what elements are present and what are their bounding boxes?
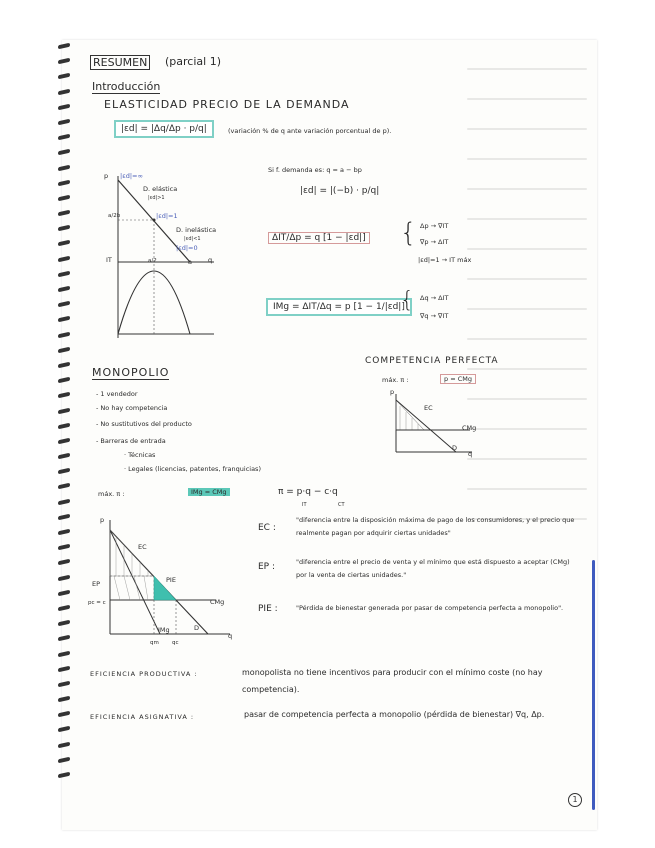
g2-pie: PIE: [166, 576, 176, 584]
ep-def-label: EP :: [258, 562, 276, 572]
brace-2: {: [400, 288, 414, 313]
g2-p-axis: p: [100, 516, 105, 524]
g1-elastic-sub: |εd|>1: [148, 195, 165, 201]
g2-q-axis: q: [228, 632, 233, 640]
mono-item-4: - Barreras de entrada: [96, 437, 166, 445]
g1-inelastic-sub: |εd|<1: [184, 236, 201, 242]
pie-def-text: "Pérdida de bienestar generada por pasar de competencia perfecta a monopolio".: [296, 604, 564, 612]
pi-ct: CT: [338, 502, 345, 508]
g1-it: IT: [106, 256, 112, 264]
g2-qc: qc: [172, 640, 179, 646]
cp-ec: EC: [424, 404, 433, 412]
cp-max: máx. π :: [382, 376, 409, 384]
cp-cmg: CMg: [462, 424, 477, 432]
resumen-title: RESUMEN: [90, 55, 150, 70]
g1-a2: a/2: [148, 258, 157, 264]
pi-formula: π = p·q − c·q: [278, 487, 338, 497]
page-edge-blue: [592, 560, 595, 810]
cp-q-axis: q: [468, 450, 473, 458]
page-number: 1: [568, 793, 582, 807]
elasticity-formula: |εd| = |Δq/Δp · p/q|: [114, 120, 214, 138]
brace-1: {: [400, 218, 417, 248]
g1-unit: |εd|=1: [156, 212, 178, 220]
g1-a2b: a/2b: [108, 213, 121, 219]
g1-zero: |εd|=0: [176, 244, 198, 252]
rule-2: ∇p → ΔIT: [420, 238, 449, 246]
img-formula: IMg = ΔIT/Δq = p [1 − 1/|εd|]: [266, 298, 412, 316]
g2-ep: EP: [92, 580, 101, 588]
elasticity-title: ELASTICIDAD PRECIO DE LA DEMANDA: [104, 98, 350, 111]
g1-p-axis: p: [104, 172, 109, 180]
cp-cond: p = CMg: [440, 374, 476, 384]
mono-sub-1: · Técnicas: [124, 451, 156, 459]
g2-ec: EC: [138, 543, 147, 551]
rule-3: |εd|=1 → IT máx: [418, 256, 472, 264]
ait-formula: ΔIT/Δp = q [1 − |εd|]: [268, 232, 370, 244]
ef-prod-label: EFICIENCIA PRODUCTIVA :: [90, 670, 198, 678]
ep-def-text: "diferencia entre el precio de venta y el mínimo que está dispuesto a aceptar (CMg) por la venta de ciertas unidades.": [296, 558, 570, 579]
cp-p-axis: p: [390, 388, 395, 396]
elasticity-note: (variación % de q ante variación porcentual de p).: [228, 127, 392, 135]
competencia-title: COMPETENCIA PERFECTA: [365, 356, 499, 366]
parcial-label: (parcial 1): [165, 55, 221, 68]
ec-def-text: "diferencia entre la disposición máxima de pago de los consumidores, y el precio que realmente pagan por adquirir ciertas unidades": [296, 516, 575, 537]
g1-q-axis: q: [208, 256, 213, 264]
pie-def-label: PIE :: [258, 604, 278, 614]
maxpi-cond: IMg = CMg: [188, 488, 230, 496]
ec-def-label: EC :: [258, 523, 276, 533]
maxpi-label: máx. π :: [98, 490, 125, 498]
ef-asig-text: pasar de competencia perfecta a monopolio (pérdida de bienestar) ∇q, Δp.: [244, 710, 545, 719]
demand-function: Si f. demanda es: q = a − bp: [268, 166, 362, 174]
mono-item-2: - No hay competencia: [96, 404, 168, 412]
ef-prod-text: monopolista no tiene incentivos para producir con el mínimo coste (no hay competencia).: [242, 668, 543, 694]
rule-1: Δp → ∇IT: [420, 222, 449, 230]
g2-qm: qm: [150, 640, 159, 646]
mono-sub-2: · Legales (licencias, patentes, franquicias): [124, 465, 261, 473]
rule-4: Δq → ΔIT: [420, 294, 449, 302]
g2-d: D: [194, 624, 200, 632]
g1-inelastic: D. inelástica: [176, 226, 217, 234]
mono-item-3: - No sustitutivos del producto: [96, 420, 192, 428]
g1-a: a: [188, 258, 192, 266]
intro-heading: Introducción: [92, 80, 161, 93]
ef-asig-label: EFICIENCIA ASIGNATIVA :: [90, 713, 195, 721]
spiral-binding: [58, 44, 74, 804]
ed-expression: |εd| = |(−b) · p/q|: [300, 186, 380, 196]
g2-cmg: CMg: [210, 598, 225, 606]
pi-it: IT: [302, 502, 307, 508]
g2-pc: pc = c: [88, 600, 106, 606]
g2-img: IMg: [158, 626, 170, 634]
mono-item-1: - 1 vendedor: [96, 390, 138, 398]
g1-max: |εd|=∞: [120, 172, 143, 180]
cp-d: D: [452, 444, 458, 452]
g1-elastic: D. elástica: [143, 185, 178, 193]
rule-5: ∇q → ∇IT: [420, 312, 449, 320]
monopolio-title: MONOPOLIO: [92, 366, 170, 379]
